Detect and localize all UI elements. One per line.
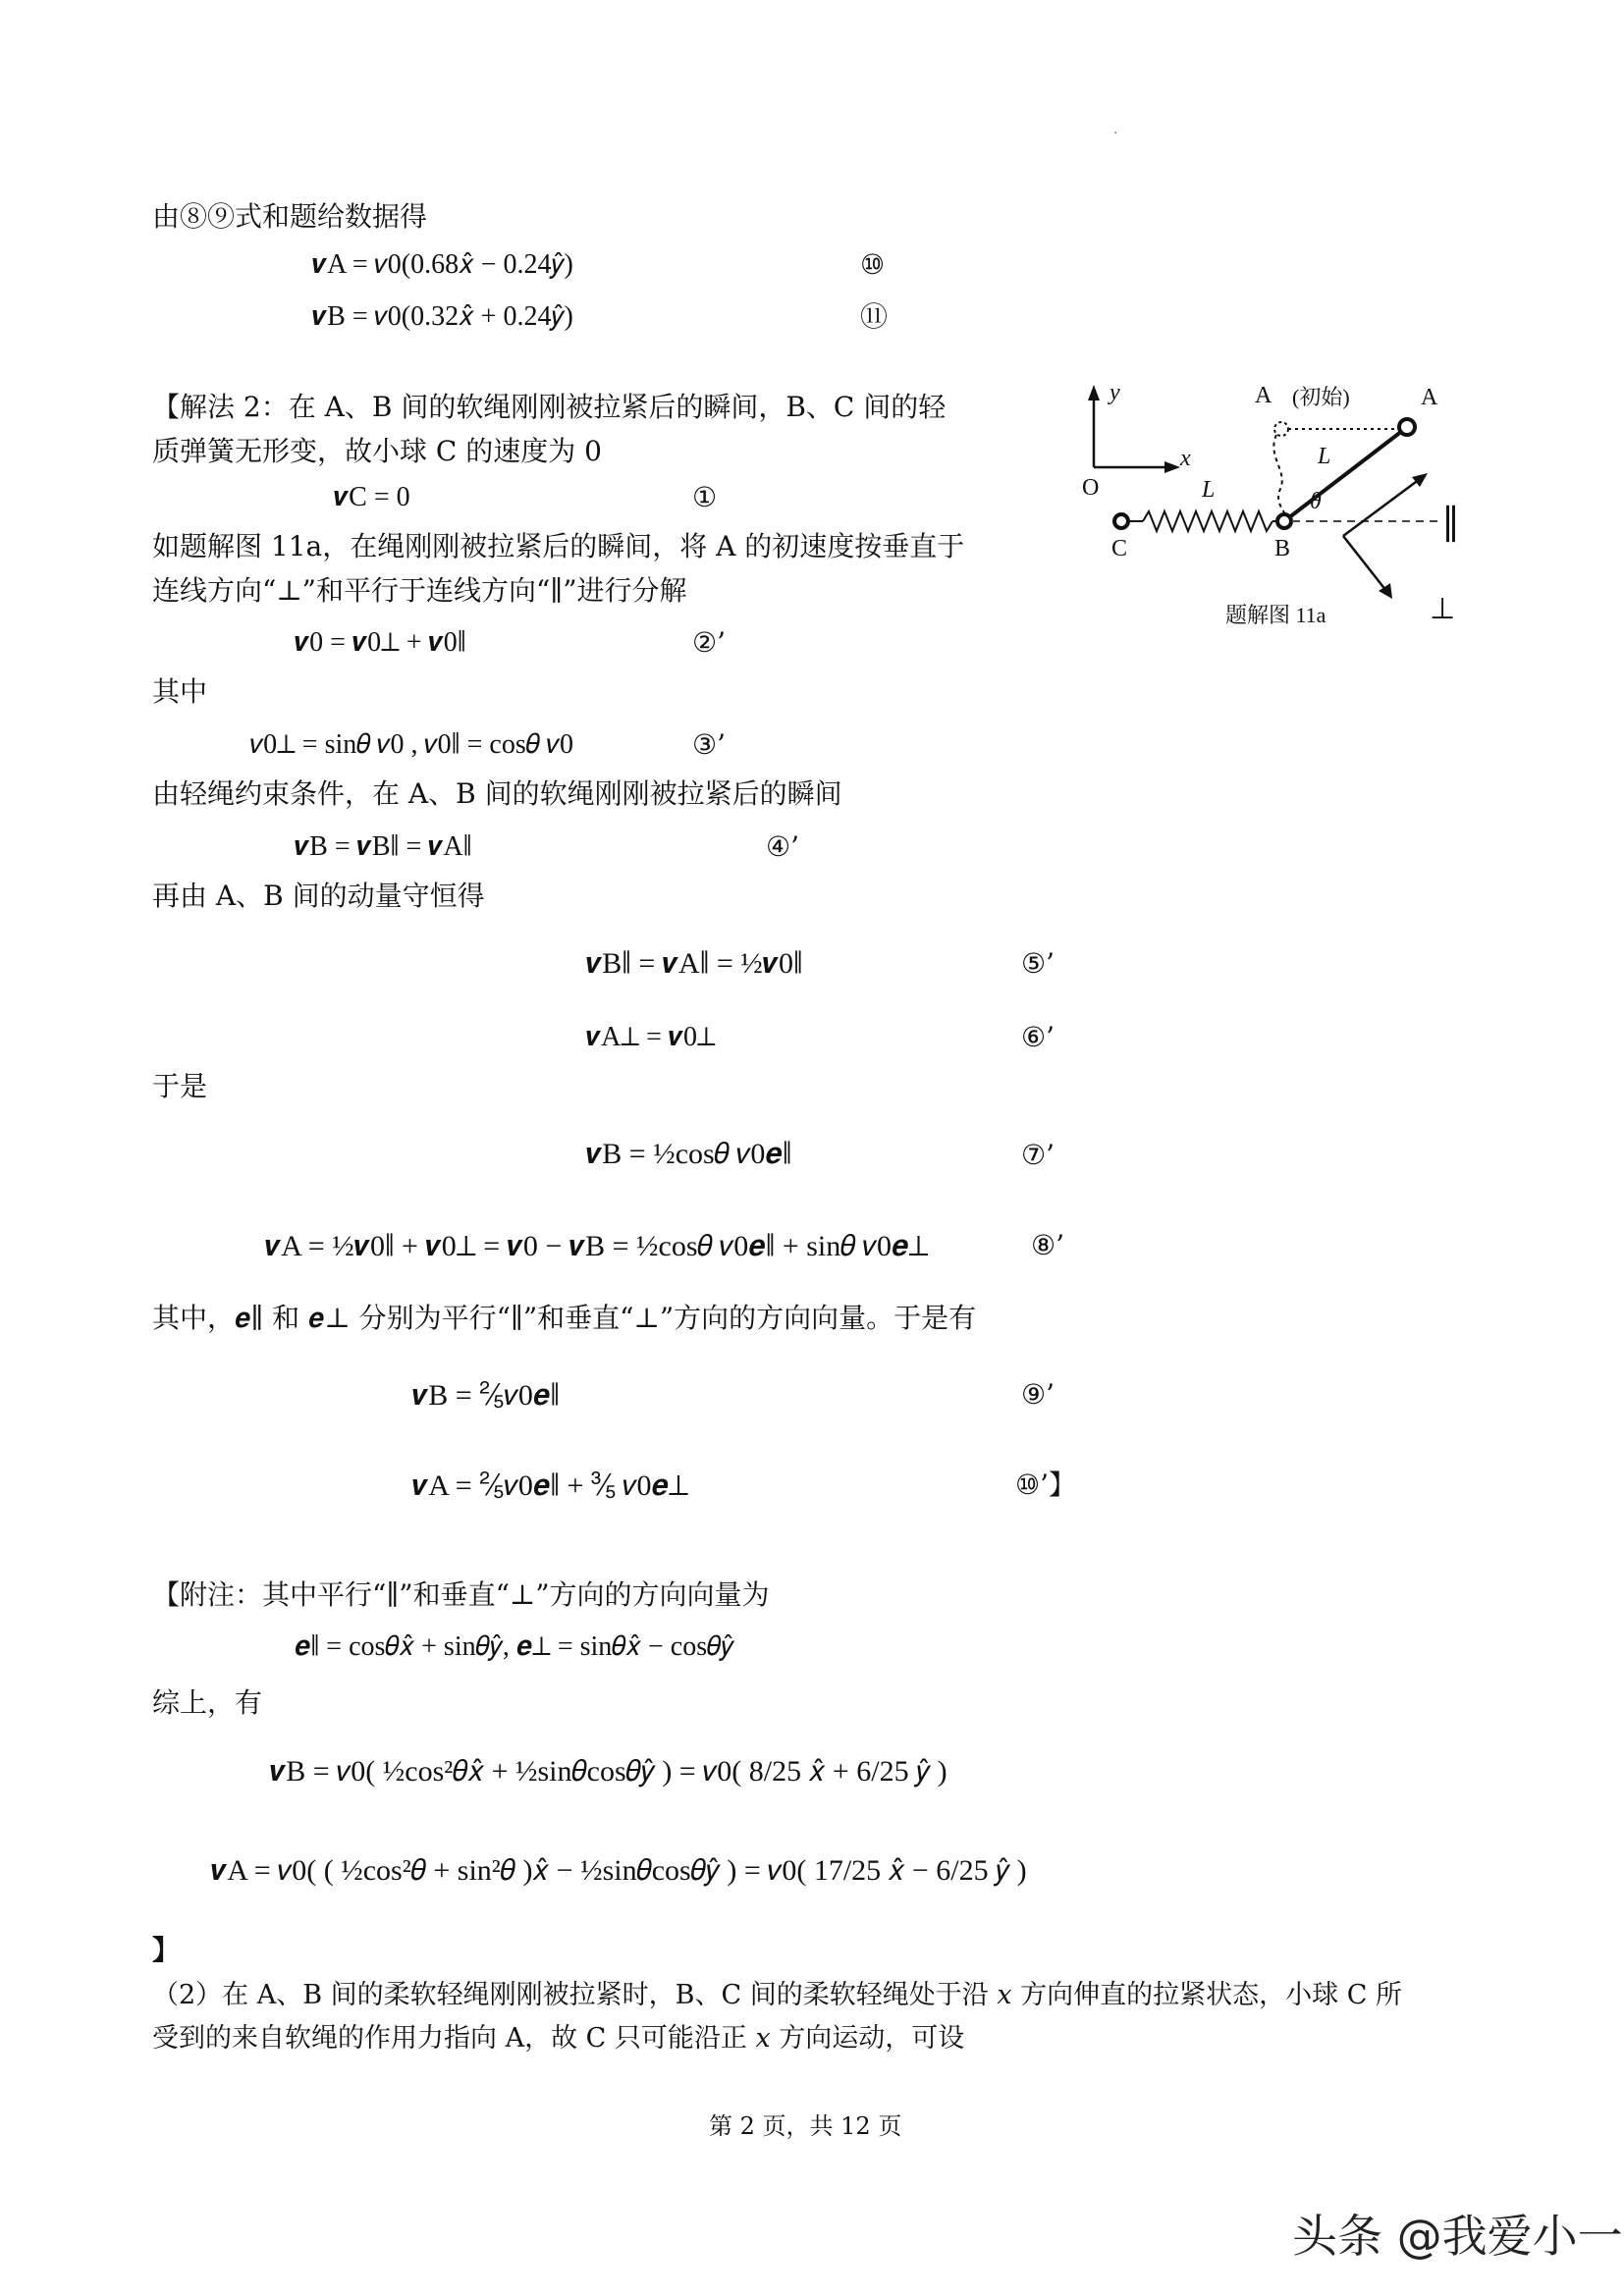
equation-6: 𝒗A⊥ = 𝒗0⊥ xyxy=(586,1022,716,1052)
paragraph-10: 受到的来自软绳的作用力指向 A，故 C 只可能沿正 𝑥 方向运动，可设 xyxy=(152,2023,965,2054)
figure-caption: 题解图 11a xyxy=(1225,603,1326,627)
tag-11: ⑪ xyxy=(860,300,889,333)
paragraph-6: 于是 xyxy=(152,1070,208,1102)
equation-9: 𝒗B = ⅖𝑣0𝒆∥ xyxy=(412,1379,560,1412)
equation-8: 𝒗A = ½𝒗0∥ + 𝒗0⊥ = 𝒗0 − 𝒗B = ½cos𝜃 𝑣0𝒆∥ + sin𝜃 𝑣0𝒆⊥ xyxy=(265,1230,929,1262)
tag-6: ⑥’ xyxy=(1021,1021,1056,1053)
ball-B xyxy=(1277,514,1291,528)
page-footer: 第 2 页，共 12 页 xyxy=(709,2112,902,2140)
ball-C xyxy=(1114,514,1128,528)
label-perp: ⊥ xyxy=(1430,593,1456,625)
label-y: y xyxy=(1110,380,1120,405)
line-intro: 由⑧⑨式和题给数据得 xyxy=(152,200,428,233)
label-B: B xyxy=(1274,536,1291,561)
equation-2: 𝒗0 = 𝒗0⊥ + 𝒗0∥ xyxy=(295,627,466,658)
note-line: 【附注：其中平行“∥”和垂直“⊥”方向的方向向量为 xyxy=(152,1578,770,1611)
paragraph-3: 其中 xyxy=(152,675,208,708)
decomposition-parallel xyxy=(1343,479,1420,536)
tag-10: ⑩ xyxy=(860,248,886,281)
paragraph-1: 如题解图 11a，在绳刚刚被拉紧后的瞬间，将 A 的初速度按垂直于 xyxy=(152,530,965,562)
equation-unit-vectors: 𝒆∥ = cos𝜃𝑥̂ + sin𝜃𝑦̂, 𝒆⊥ = sin𝜃𝑥̂ − cos𝜃𝑦̂ xyxy=(295,1631,734,1662)
label-L-rope: L xyxy=(1318,444,1331,469)
decomposition-perp xyxy=(1343,536,1386,591)
tag-9: ⑨’ xyxy=(1021,1378,1056,1411)
equation-10b: 𝒗A = ⅖𝑣0𝒆∥ + ⅗ 𝑣0𝒆⊥ xyxy=(412,1469,689,1502)
tag-4: ④’ xyxy=(766,830,800,863)
tag-3: ③’ xyxy=(692,728,727,761)
slack-rope xyxy=(1273,435,1286,520)
label-A-initial: A xyxy=(1255,383,1272,408)
label-initial: (初始) xyxy=(1292,385,1350,409)
tag-1: ① xyxy=(692,481,718,513)
tag-10b: ⑩’】 xyxy=(1015,1468,1077,1501)
equation-7: 𝒗B = ½cos𝜃 𝑣0𝒆∥ xyxy=(586,1138,792,1170)
equation-11: 𝒗B = 𝑣0(0.32𝑥̂ + 0.24𝑦̂) xyxy=(312,301,573,332)
tag-2: ②’ xyxy=(692,626,727,659)
paragraph-7: 其中，𝒆∥ 和 𝒆⊥ 分别为平行“∥”和垂直“⊥”方向的方向向量。于是有 xyxy=(152,1302,977,1334)
equation-3: 𝑣0⊥ = sin𝜃 𝑣0 , 𝑣0∥ = cos𝜃 𝑣0 xyxy=(250,729,574,760)
tag-7: ⑦’ xyxy=(1021,1139,1056,1171)
equation-vA: 𝒗A = 𝑣0( ( ½cos²𝜃 + sin²𝜃 )𝑥̂ − ½sin𝜃cos𝜃𝑦̂ ) = 𝑣0( 17/25 𝑥̂ − 6/25 𝑦̂ ) xyxy=(211,1854,1027,1887)
ball-A xyxy=(1399,419,1415,435)
paragraph-8: 综上，有 xyxy=(152,1686,263,1719)
solution2-line1: 【解法 2：在 A、B 间的软绳刚刚被拉紧后的瞬间，B、C 间的轻 xyxy=(152,391,947,423)
paragraph-4: 由轻绳约束条件，在 A、B 间的软绳刚刚被拉紧后的瞬间 xyxy=(152,777,842,810)
tag-5: ⑤’ xyxy=(1021,947,1056,980)
closing-bracket: 】 xyxy=(152,1934,181,1966)
label-L-spring: L xyxy=(1202,477,1216,503)
figure-11a xyxy=(1070,373,1483,648)
label-x: x xyxy=(1180,446,1191,471)
spring xyxy=(1143,511,1272,531)
solution2-line2: 质弹簧无形变，故小球 C 的速度为 0 xyxy=(152,435,602,467)
label-A: A xyxy=(1421,385,1438,410)
label-C: C xyxy=(1111,536,1128,561)
rope-AB xyxy=(1284,428,1406,521)
tag-8: ⑧’ xyxy=(1031,1229,1065,1261)
y-axis-arrow xyxy=(1088,385,1100,400)
watermark: 头条 @我爱小一 xyxy=(1292,2210,1623,2263)
paragraph-5: 再由 A、B 间的动量守恒得 xyxy=(152,880,485,912)
label-parallel: ∥ xyxy=(1441,502,1460,543)
label-theta: θ xyxy=(1310,489,1322,514)
top-mark: · xyxy=(1113,126,1118,141)
x-axis-arrow xyxy=(1164,461,1180,473)
equation-10: 𝒗A = 𝑣0(0.68𝑥̂ − 0.24𝑦̂) xyxy=(312,249,573,280)
equation-4: 𝒗B = 𝒗B∥ = 𝒗A∥ xyxy=(295,831,472,862)
equation-vB: 𝒗B = 𝑣0( ½cos²𝜃𝑥̂ + ½sin𝜃cos𝜃𝑦̂ ) = 𝑣0( 8/25 𝑥̂ + 6/25 𝑦̂ ) xyxy=(270,1755,947,1788)
ball-A-initial xyxy=(1274,422,1288,436)
paragraph-2: 连线方向“⊥”和平行于连线方向“∥”进行分解 xyxy=(152,574,687,607)
label-O: O xyxy=(1082,475,1100,501)
equation-1: 𝒗C = 0 xyxy=(334,482,410,512)
arrow-parallel xyxy=(1412,473,1428,487)
paragraph-9: （2）在 A、B 间的柔软轻绳刚刚被拉紧时，B、C 间的柔软轻绳处于沿 𝑥 方向伸直的拉紧状态，小球 C 所 xyxy=(152,1980,1402,2010)
equation-5: 𝒗B∥ = 𝒗A∥ = ½𝒗0∥ xyxy=(586,947,803,980)
